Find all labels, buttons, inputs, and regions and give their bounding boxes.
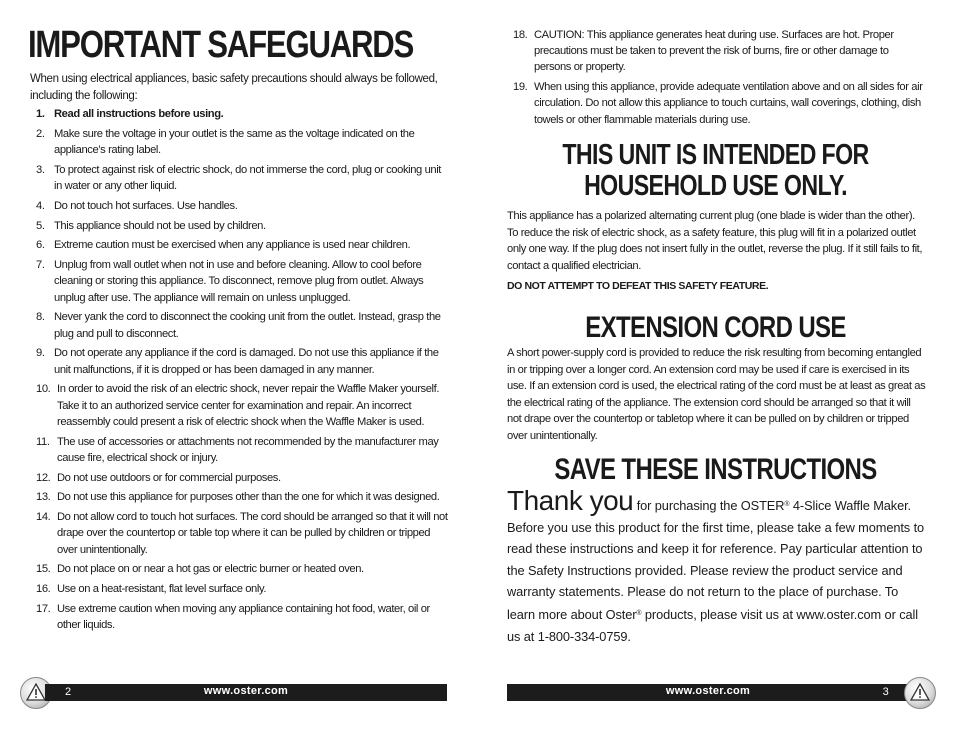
page-title: IMPORTANT SAFEGUARDS — [28, 24, 414, 66]
safeguards-list-continued — [507, 27, 927, 131]
list-item-number: 9. — [36, 347, 45, 360]
list-item — [30, 489, 450, 505]
list-item — [30, 106, 450, 122]
plug-warning: DO NOT ATTEMPT TO DEFEAT THIS SAFETY FEATURE. — [507, 280, 769, 292]
list-item-text: This appliance should not be used by children. — [54, 219, 266, 232]
page-number: 2 — [65, 686, 72, 698]
safeguards-list — [30, 106, 450, 637]
list-item-number: 19. — [513, 81, 528, 94]
household-heading — [525, 140, 907, 202]
list-item-text: Use on a heat-resistant, flat level surface only. — [57, 583, 267, 596]
list-item-text: Never yank the cord to disconnect the cooking unit from the outlet. Instead, grasp the plug and pull to disconnect. — [54, 311, 441, 340]
list-item-text: Read all instructions before using. — [54, 108, 224, 120]
list-item-number: 1. — [36, 108, 45, 120]
warning-triangle-icon — [904, 677, 936, 709]
list-item-text: Use extreme caution when moving any appliance containing hot food, water, oil or other liquids. — [57, 602, 430, 632]
list-item-text: CAUTION: This appliance generates heat during use. Surfaces are hot. Proper precautions must be taken to prevent the risk of burns, fire or other damage to persons or property. — [534, 29, 894, 74]
list-item-text: Do not use outdoors or for commercial purposes. — [57, 471, 281, 484]
list-item-number: 16. — [36, 583, 51, 596]
list-item-text: Do not touch hot surfaces. Use handles. — [54, 199, 238, 212]
list-item — [30, 581, 450, 597]
list-item — [30, 434, 450, 466]
list-item-number: 2. — [36, 127, 45, 140]
list-item-text: Do not allow cord to touch hot surfaces. The cord should be arranged so that it will not drape over the countertop or table top where it can be pulled by children or tripped over unintentionally. — [57, 511, 448, 556]
list-item-text: In order to avoid the risk of an electric shock, never repair the Waffle Maker yourself. Take it to an authorized service center for examination and repair. An incorrect reassembly could present a risk of electric shock when the Waffle Maker is used. — [57, 383, 440, 428]
footer-bar — [507, 684, 909, 701]
footer-url-link[interactable]: www.oster.com — [203, 685, 289, 697]
list-item-text: Do not operate any appliance if the cord is damaged. Do not use this appliance if the unit malfunctions, if it is dropped or has been damaged in any manner. — [54, 347, 439, 376]
list-item — [30, 198, 450, 214]
list-item-text: Unplug from wall outlet when not in use and before cleaning. Allow to cool before cleaning or storing this appliance. To disconnect, remove plug from outlet. Always unplug after use. The appliance will remain on unless unplugged. — [54, 259, 424, 304]
list-item-text: Do not place on or near a hot gas or electric burner or heated oven. — [57, 563, 364, 576]
list-item-number: 3. — [36, 163, 45, 176]
footer-url-link[interactable]: www.oster.com — [665, 685, 751, 697]
list-item-text: Do not use this appliance for purposes other than the one for which it was designed. — [57, 491, 440, 504]
list-item-number: 8. — [36, 311, 45, 324]
list-item-number: 13. — [36, 491, 51, 504]
polarized-plug-text: This appliance has a polarized alternating current plug (one blade is wider than the other). To reduce the risk of electric shock, as a safety feature, this plug will fit in a polarized outlet only one way. If the plug does not insert fully in the outlet, reverse the plug. If it still fails to fit, contact a qualified electrician. — [507, 210, 923, 272]
thanks-text-1: for purchasing the OSTER — [633, 498, 785, 513]
list-item — [30, 470, 450, 486]
list-item — [30, 162, 450, 194]
list-item-number: 6. — [36, 239, 45, 252]
thanks-text-3: products, please visit us at www.oster.com or call us at 1-800-334-0759. — [507, 606, 918, 644]
list-item-text: Make sure the voltage in your outlet is the same as the voltage indicated on the appliance’s rating label. — [54, 127, 415, 156]
list-item — [507, 79, 927, 128]
list-item-number: 17. — [36, 602, 51, 615]
right-page — [477, 0, 954, 746]
thank-you-heading: Thank you — [507, 485, 634, 516]
extension-cord-text: A short power-supply cord is provided to reduce the risk resulting from becoming entangled in or tripping over a longer cord. An extension cord may be used if care is exercised in its use. If an extension cord is used, the electrical rating of the cord must be at least as great as the electrical rating of the appliance. The extension cord should be arranged so that it will not drape over the countertop or tabletop where it can be pulled on by children or tripped over unintentionally. — [507, 347, 926, 442]
list-item-number: 7. — [36, 259, 45, 272]
household-heading-line2: HOUSEHOLD USE ONLY. — [584, 170, 847, 202]
list-item — [507, 27, 927, 76]
list-item-number: 4. — [36, 199, 45, 212]
list-item-number: 18. — [513, 29, 528, 41]
save-instructions-heading: SAVE THESE INSTRUCTIONS — [554, 453, 877, 486]
thanks-text-2: 4-Slice Waffle Maker. Before you use this product for the first time, please take a few moments to read these instructions and keep it for reference. Pay particular attention to the Safety Instructions provided. Please review the product service and warranty statements. Please do not return to the place of purchase. To learn more about Oster — [507, 498, 925, 622]
list-item — [30, 601, 450, 633]
thank-you-paragraph — [507, 485, 927, 647]
list-item-number: 5. — [36, 219, 45, 232]
list-item-text: When using this appliance, provide adequate ventilation above and on all sides for air circulation. Do not allow this appliance to touch curtains, wall coverings, clothing, dish towels or other flammable materials during use. — [534, 81, 923, 126]
list-item — [30, 257, 450, 306]
registered-mark: ® — [784, 501, 790, 508]
list-item — [30, 509, 450, 558]
list-item — [30, 561, 450, 577]
list-item-number: 15. — [36, 563, 51, 576]
list-item-text: The use of accessories or attachments not recommended by the manufacturer may cause fire, electrical shock or injury. — [57, 435, 439, 464]
list-item — [30, 345, 450, 377]
household-heading-line1: THIS UNIT IS INTENDED FOR — [562, 139, 869, 171]
list-item-number: 14. — [36, 511, 51, 524]
list-item-number: 11. — [36, 435, 50, 448]
list-item — [30, 126, 450, 158]
list-item — [30, 237, 450, 253]
footer-bar — [45, 684, 447, 701]
list-item — [30, 218, 450, 234]
page-number: 3 — [882, 686, 889, 698]
list-item-number: 12. — [36, 471, 51, 484]
list-item-text: Extreme caution must be exercised when any appliance is used near children. — [54, 239, 411, 252]
intro-text: When using electrical appliances, basic safety precautions should always be followed, including the following: — [30, 73, 438, 102]
list-item-number: 10. — [36, 383, 51, 396]
extension-cord-heading: EXTENSION CORD USE — [585, 311, 846, 344]
list-item — [30, 381, 450, 430]
registered-mark: ® — [636, 609, 642, 617]
list-item-text: To protect against risk of electric shock, do not immerse the cord, plug or cooking unit in water or any other liquid. — [54, 163, 442, 192]
list-item — [30, 309, 450, 341]
